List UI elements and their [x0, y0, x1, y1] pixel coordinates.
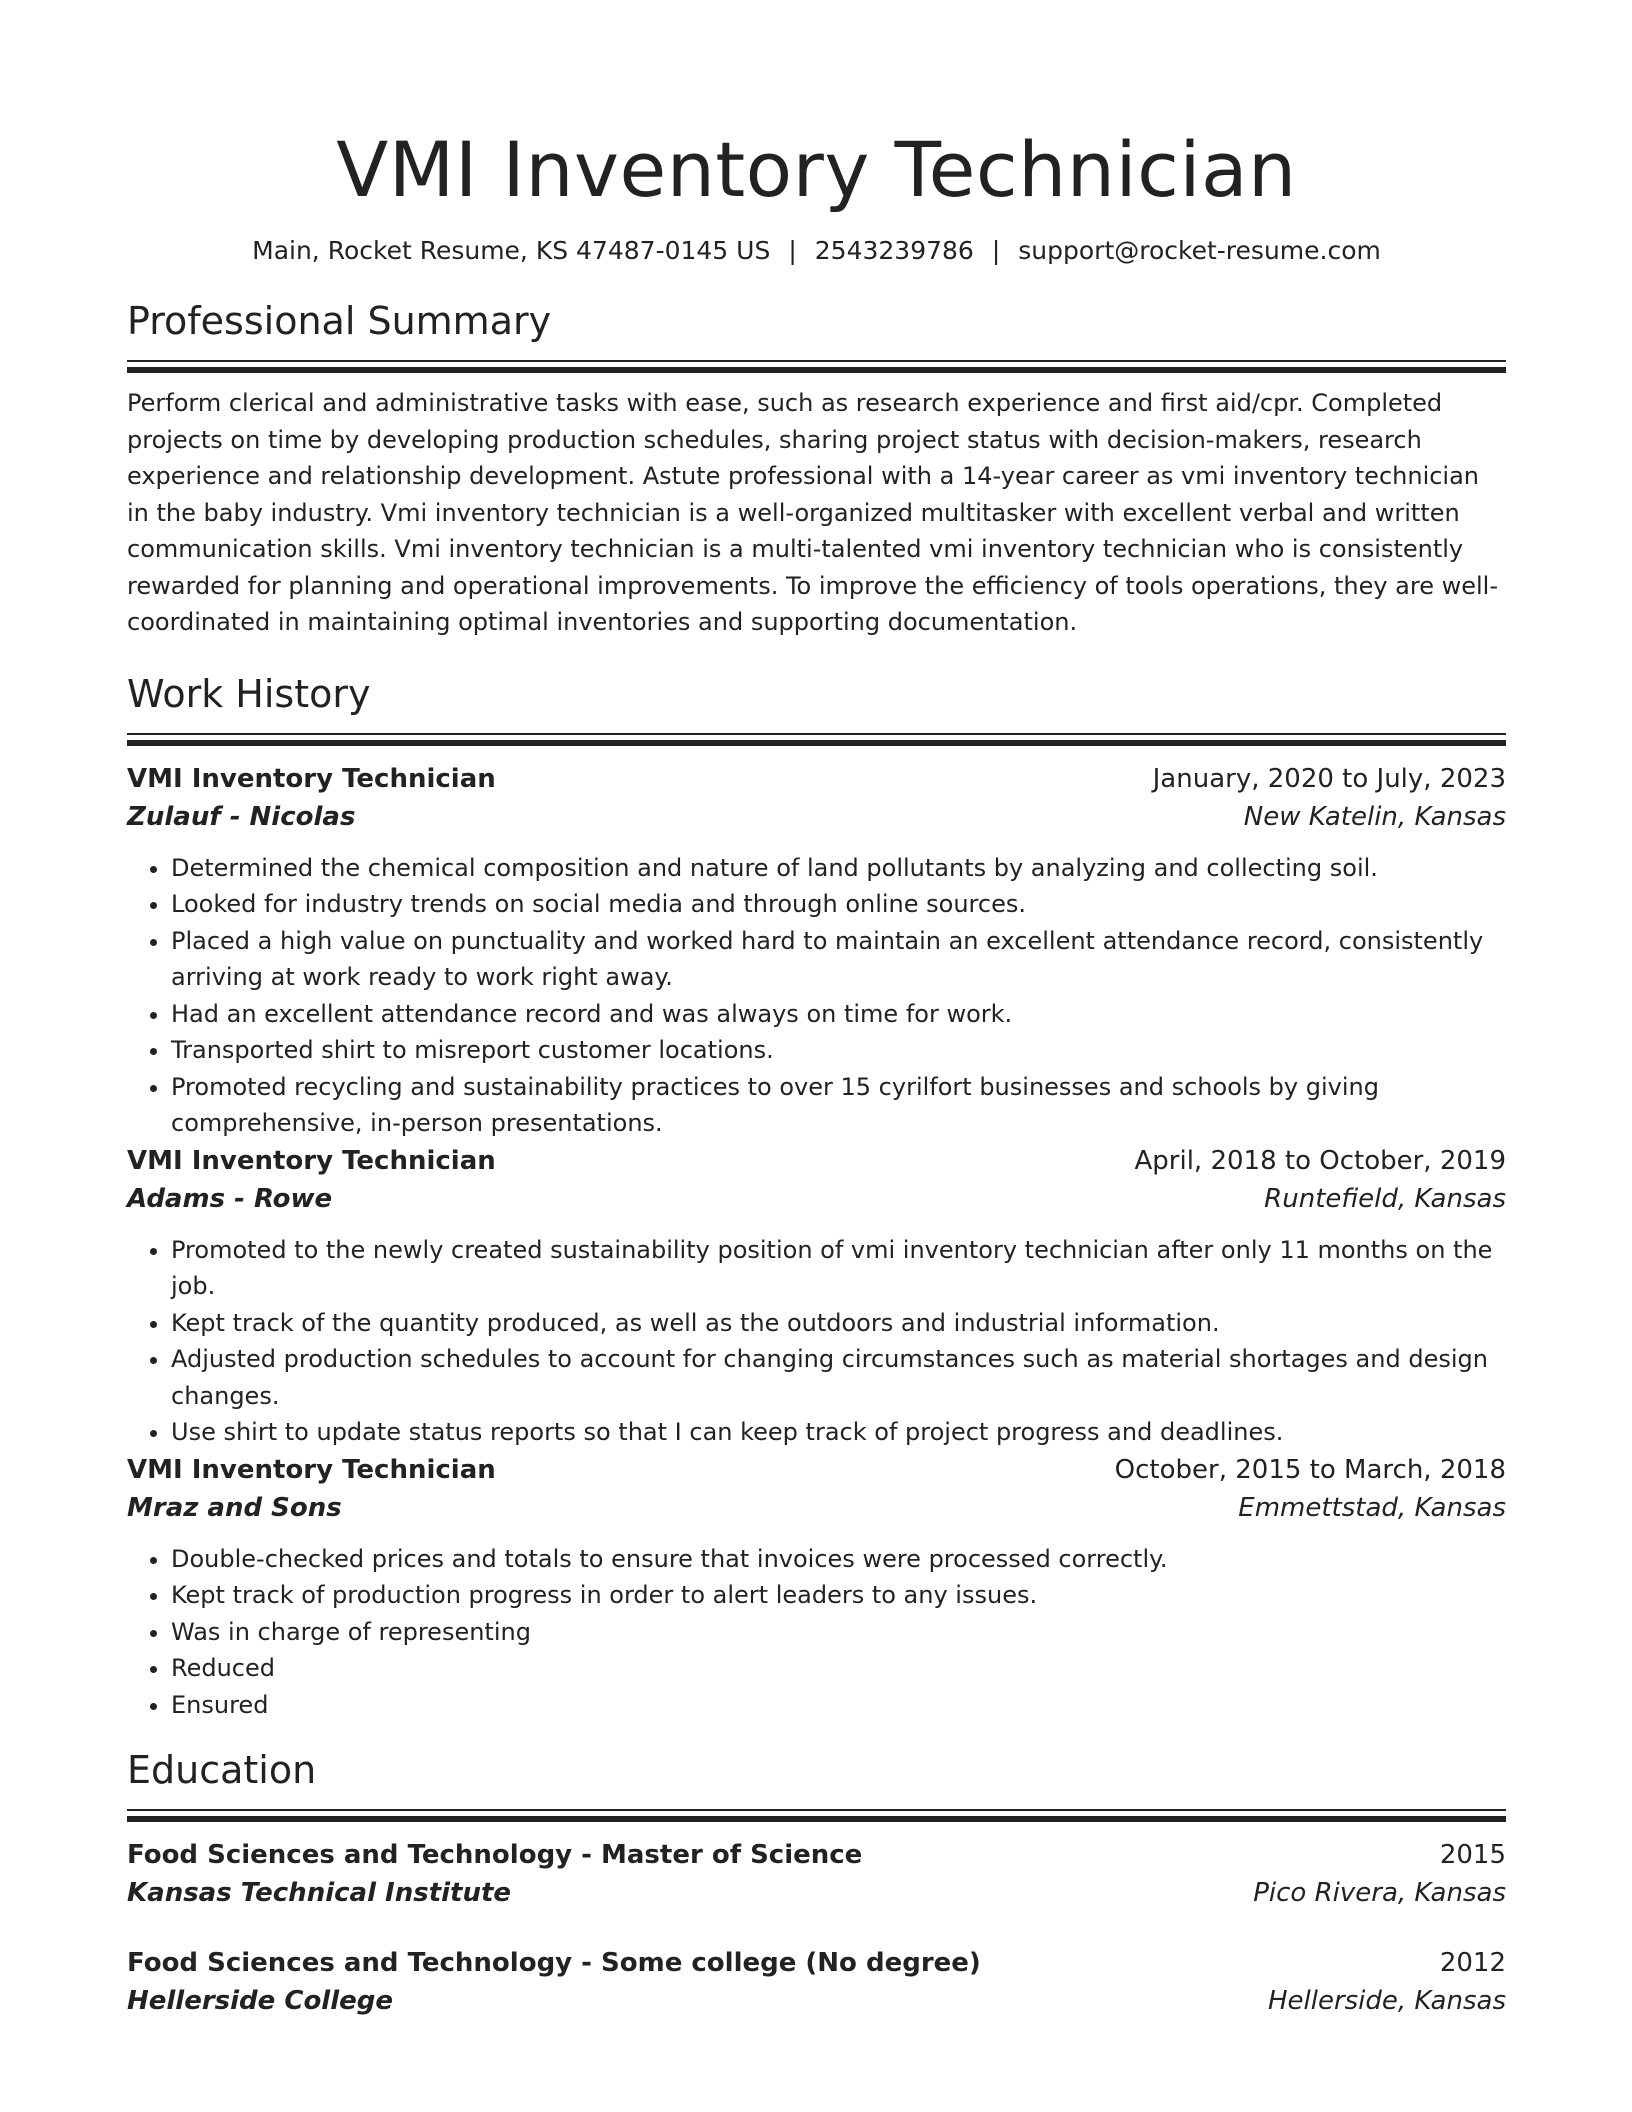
education-header-row — [127, 1836, 1506, 1874]
resume-name: VMI Inventory Technician — [336, 125, 1297, 214]
job-bullet: • Promoted recycling and sustainability practices to over 15 cyrilfort businesses and schools by giving comprehensive, in-person presentations. — [171, 1069, 1506, 1142]
job-dates: October, 2015 to March, 2018 — [1114, 1454, 1506, 1485]
job-bullet: • Double-checked prices and totals to ensure that invoices were processed correctly. — [171, 1541, 1506, 1578]
education-degree: Food Sciences and Technology - Some college (No degree) — [127, 1948, 981, 1978]
job-entry — [127, 1142, 1506, 1451]
job-bullets — [127, 1232, 1506, 1451]
summary-text: Perform clerical and administrative tasks with ease, such as research experience and first aid/cpr. Completed projects on time by developing production schedules, sharing project status with decision-makers, research experience and relationship development. Astute professional with a 14-year career as vmi inventory technician in the baby industry. Vmi inventory technician is a well-organized multitasker with excellent verbal and written communication skills. Vmi inventory technician is a multi-talented vmi inventory technician who is consistently rewarded for planning and operational improvements. To improve the efficiency of tools operations, they are well-coordinated in maintaining optimal inventories and supporting documentation. — [127, 389, 1498, 636]
contact-email[interactable]: support@rocket-resume.com — [1018, 236, 1381, 265]
job-dates: April, 2018 to October, 2019 — [1134, 1145, 1506, 1176]
job-title: VMI Inventory Technician — [127, 1145, 496, 1176]
job-header-row — [127, 1142, 1506, 1180]
job-company: Adams - Rowe — [127, 1183, 333, 1214]
education-section — [127, 1745, 1506, 2020]
job-bullet: • Was in charge of representing — [171, 1614, 1506, 1651]
job-bullet: • Ensured — [171, 1687, 1506, 1724]
job-dates: January, 2020 to July, 2023 — [1152, 763, 1506, 794]
job-bullets — [127, 850, 1506, 1142]
job-title: VMI Inventory Technician — [127, 1454, 496, 1485]
job-header-row — [127, 760, 1506, 798]
job-location: New Katelin, Kansas — [1243, 801, 1506, 832]
job-company-row — [127, 1489, 1506, 1527]
education-year: 2015 — [1439, 1840, 1506, 1870]
job-bullet: • Looked for industry trends on social media and through online sources. — [171, 886, 1506, 923]
education-degree: Food Sciences and Technology - Master of Science — [127, 1840, 863, 1870]
education-school: Hellerside College — [127, 1986, 394, 2016]
section-title-education: Education — [127, 1748, 317, 1792]
section-title-work-history: Work History — [127, 671, 371, 716]
job-bullet: • Placed a high value on punctuality and worked hard to maintain an excellent attendance record, consistently arriving at work ready to work right away. — [171, 923, 1506, 996]
education-school: Kansas Technical Institute — [127, 1878, 512, 1908]
job-company: Zulauf - Nicolas — [127, 801, 356, 832]
education-location: Hellerside, Kansas — [1267, 1986, 1506, 2016]
education-school-row — [127, 1874, 1506, 1912]
job-bullet: • Use shirt to update status reports so that I can keep track of project progress and deadlines. — [171, 1414, 1506, 1451]
education-entry — [127, 1836, 1506, 1912]
job-title: VMI Inventory Technician — [127, 763, 496, 794]
contact-line — [127, 234, 1506, 268]
section-divider — [127, 733, 1506, 738]
education-school-row — [127, 1982, 1506, 2020]
section-title-summary: Professional Summary — [127, 299, 552, 343]
job-bullet: • Reduced — [171, 1650, 1506, 1687]
summary-section — [127, 296, 1506, 641]
education-entry — [127, 1944, 1506, 2020]
education-location: Pico Rivera, Kansas — [1253, 1878, 1506, 1908]
education-year: 2012 — [1439, 1948, 1506, 1978]
section-divider — [127, 360, 1506, 365]
contact-phone[interactable]: 2543239786 — [814, 236, 974, 265]
work-history-section — [127, 669, 1506, 1724]
job-company-row — [127, 798, 1506, 836]
job-company: Mraz and Sons — [127, 1492, 342, 1523]
job-entry — [127, 760, 1506, 1142]
job-header-row — [127, 1451, 1506, 1489]
contact-separator: | — [788, 236, 797, 265]
contact-address: Main, Rocket Resume, KS 47487-0145 US — [252, 236, 771, 265]
job-bullet: • Kept track of production progress in order to alert leaders to any issues. — [171, 1577, 1506, 1614]
job-bullet: • Transported shirt to misreport customer locations. — [171, 1032, 1506, 1069]
job-bullet: • Adjusted production schedules to account for changing circumstances such as material shortages and design changes. — [171, 1341, 1506, 1414]
section-divider — [127, 1809, 1506, 1814]
job-entry — [127, 1451, 1506, 1724]
job-bullet: • Had an excellent attendance record and was always on time for work. — [171, 996, 1506, 1033]
job-bullets — [127, 1541, 1506, 1724]
job-location: Runtefield, Kansas — [1264, 1183, 1506, 1214]
job-location: Emmettstad, Kansas — [1238, 1492, 1506, 1523]
contact-separator: | — [991, 236, 1001, 265]
job-bullet: • Promoted to the newly created sustainability position of vmi inventory technician after only 11 months on the job. — [171, 1232, 1506, 1305]
education-header-row — [127, 1944, 1506, 1982]
job-company-row — [127, 1180, 1506, 1218]
job-bullet: • Determined the chemical composition and nature of land pollutants by analyzing and collecting soil. — [171, 850, 1506, 887]
job-bullet: • Kept track of the quantity produced, as well as the outdoors and industrial information. — [171, 1305, 1506, 1342]
